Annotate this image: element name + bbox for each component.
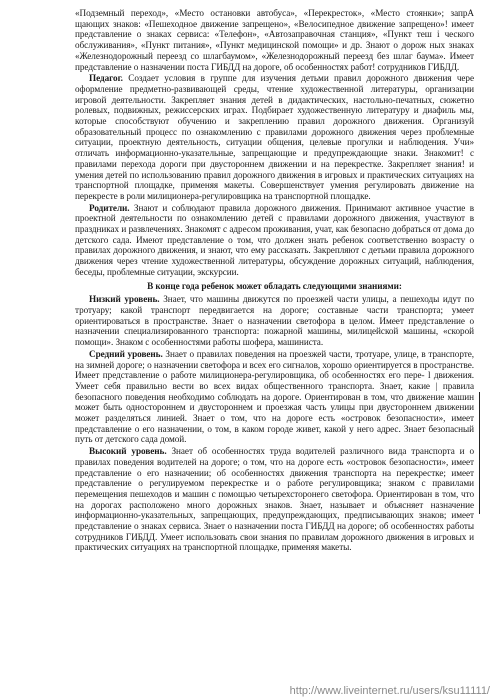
paragraph-text: «Подземный переход», «Место остановки автобуса», «Перекресток», «Место стоянки»; запрА щающих знаков: «Пешеходное движение запрещено», «Велосипедное движение запрещено»! имеет представление о знаках сервиса: «Телефон», «Автозаправочная станция», «Пункт теш і ческого обслуживания», «Пункт питания», «Пункт медицинской помощи» и др. Знают о дорож ных знаках «Железнодорожный переезд со шлагбаумом», «Железнодорожный переезд без шлаг баума». Имеет представление о назначении поста ГИБДД на дороге, об особенностях работ! сотрудников ГИБДД. (75, 8, 474, 72)
paragraph-lead: Низкий уровень. (89, 294, 160, 305)
paragraph-high-level (75, 446, 474, 553)
paragraph-parents (75, 203, 474, 278)
paragraph-lead: Педагог. (89, 73, 123, 84)
paragraph-text: Знает об особенностях труда водителей различного вида транспорта и о правилах поведения водителей на дороге; о том, что на дороге есть «островок безопасности», имеет представление о его назначении; об особенностях движения транспорта на перекрестке; имеет представление о регулируемом перекрестке и о работе регулировщика; знаком с правилами перемещения пешеходов и машин с помощью четырехсторонего светофора. Ориентирован в том, что на дорогах расположено много дорожных знаков. Знает, называет и объясняет назначение информационно-указательных, запрещающих, предупреждающих, предписывающих знаков; имеет представление о знаках сервиса. Знает о назначении поста ГИБДД на дороге; об особенностях работы сотрудников ГИБДД. Умеет использовать свои знания по правилам дорожного движения в игровых и практических ситуациях на транспортной площадке, применяя макеты. (75, 446, 474, 553)
paragraph-text: Знает о правилах поведения на проезжей части, тротуаре, улице, в транспорте, на зимней дороге; о назначении светофора и всех его сигналов, хорошо ориентируется в пространстве. Имеет представление о работе милиционера-регулировщика, об особенностях его пере- l движения. Умеет себя правильно вести во всех видах общественного транспорта. Знает, какие | правила безопасного поведения необходимо соблюдать на дороге. Ориентирован в том, что движение машин может быть одностороннем и двустороннем и проезжая часть улицы при двустороннем движении может разделяться линией. Знает о том, что на дороге есть «островок безопасности», имеет представление о его назначении, о том, в каком городе живет, какой у него адрес. Знает безопасный путь от детского сада домой. (75, 348, 474, 445)
watermark-url: http://www.liveinternet.ru/users/ksu11111/ (289, 685, 490, 697)
margin-line (479, 392, 480, 514)
paragraph-text: Знает, что машины движутся по проезжей части улицы, а пешеходы идут по тротуару; какой транспорт передвигается на дороге; составные части транспорта; умеет ориентироваться в пространстве. Знает о назначении светофора в целом. Имеет представление о назначении специализированного транспорта: пожарной машины, милицейской машины, «скорой помощи». Знаком с особенностями работы шофера, машиниста. (75, 294, 475, 348)
paragraph-low-level (75, 294, 474, 348)
paragraph-intro (75, 8, 474, 72)
paragraph-middle-level (75, 349, 474, 445)
paragraph-teacher (75, 73, 474, 201)
paragraph-text: Знают и соблюдают правила дорожного движения. Принимают активное участие в проектной деятельности по ознакомлению детей с правилами дорожного движения, участвуют в праздниках и развлечениях. Знакомят с адресом проживания, учат, как безопасно добраться от дома до детского сада. Имеют представление о том, что должен знать ребенок соответственно возрасту о правилах дорожного движения, и знают, что ему рассказать. Закрепляют с детьми правила дорожного движения через чтение художественной литературы, обсуждение дорожных ситуаций, наблюдения, беседы, проблемные ситуации, экскурсии. (75, 202, 474, 277)
paragraph-lead: Родители. (89, 202, 130, 213)
document-body (75, 8, 474, 553)
paragraph-lead: Средний уровень. (89, 348, 163, 359)
paragraph-lead: Высокий уровень. (89, 446, 167, 457)
paragraph-text: Создает условия в группе для изучения детьми правил дорожного движения чере оформление предметно-развивающей среды, чтение художественной литературы, организации игровой деятельности. Закрепляет знания детей в дидактических, настольно-печатных, сюжетно ролевых, подвижных, режиссерских играх. Подбирает художественную литературу и диафиль мы, которые способствуют обучению и закреплению правил дорожного движения. Организуй образовательный процесс по ознакомлению с правилами дорожного движения через проблемные ситуации, проектную деятельность, ситуации общения, целевые прогулки и наблюдения. Учи» отличать информационно-указательные, запрещающие и предупреждающие знаки. Знакомит! с правилами перехода дороги при двустороннем движении и на перекрестке. Закрепляет знания! и умения детей по использованию правил дорожного движения в игровых и практических ситуациях на транспортной площадке, применяя макеты. Совершенствует умения регулировать движение на перекресте в роли милиционера-регулировщика на транспортной площадке. (75, 73, 474, 201)
section-heading: В конце года ребенок может обладать следующими знаниями: (147, 280, 402, 291)
